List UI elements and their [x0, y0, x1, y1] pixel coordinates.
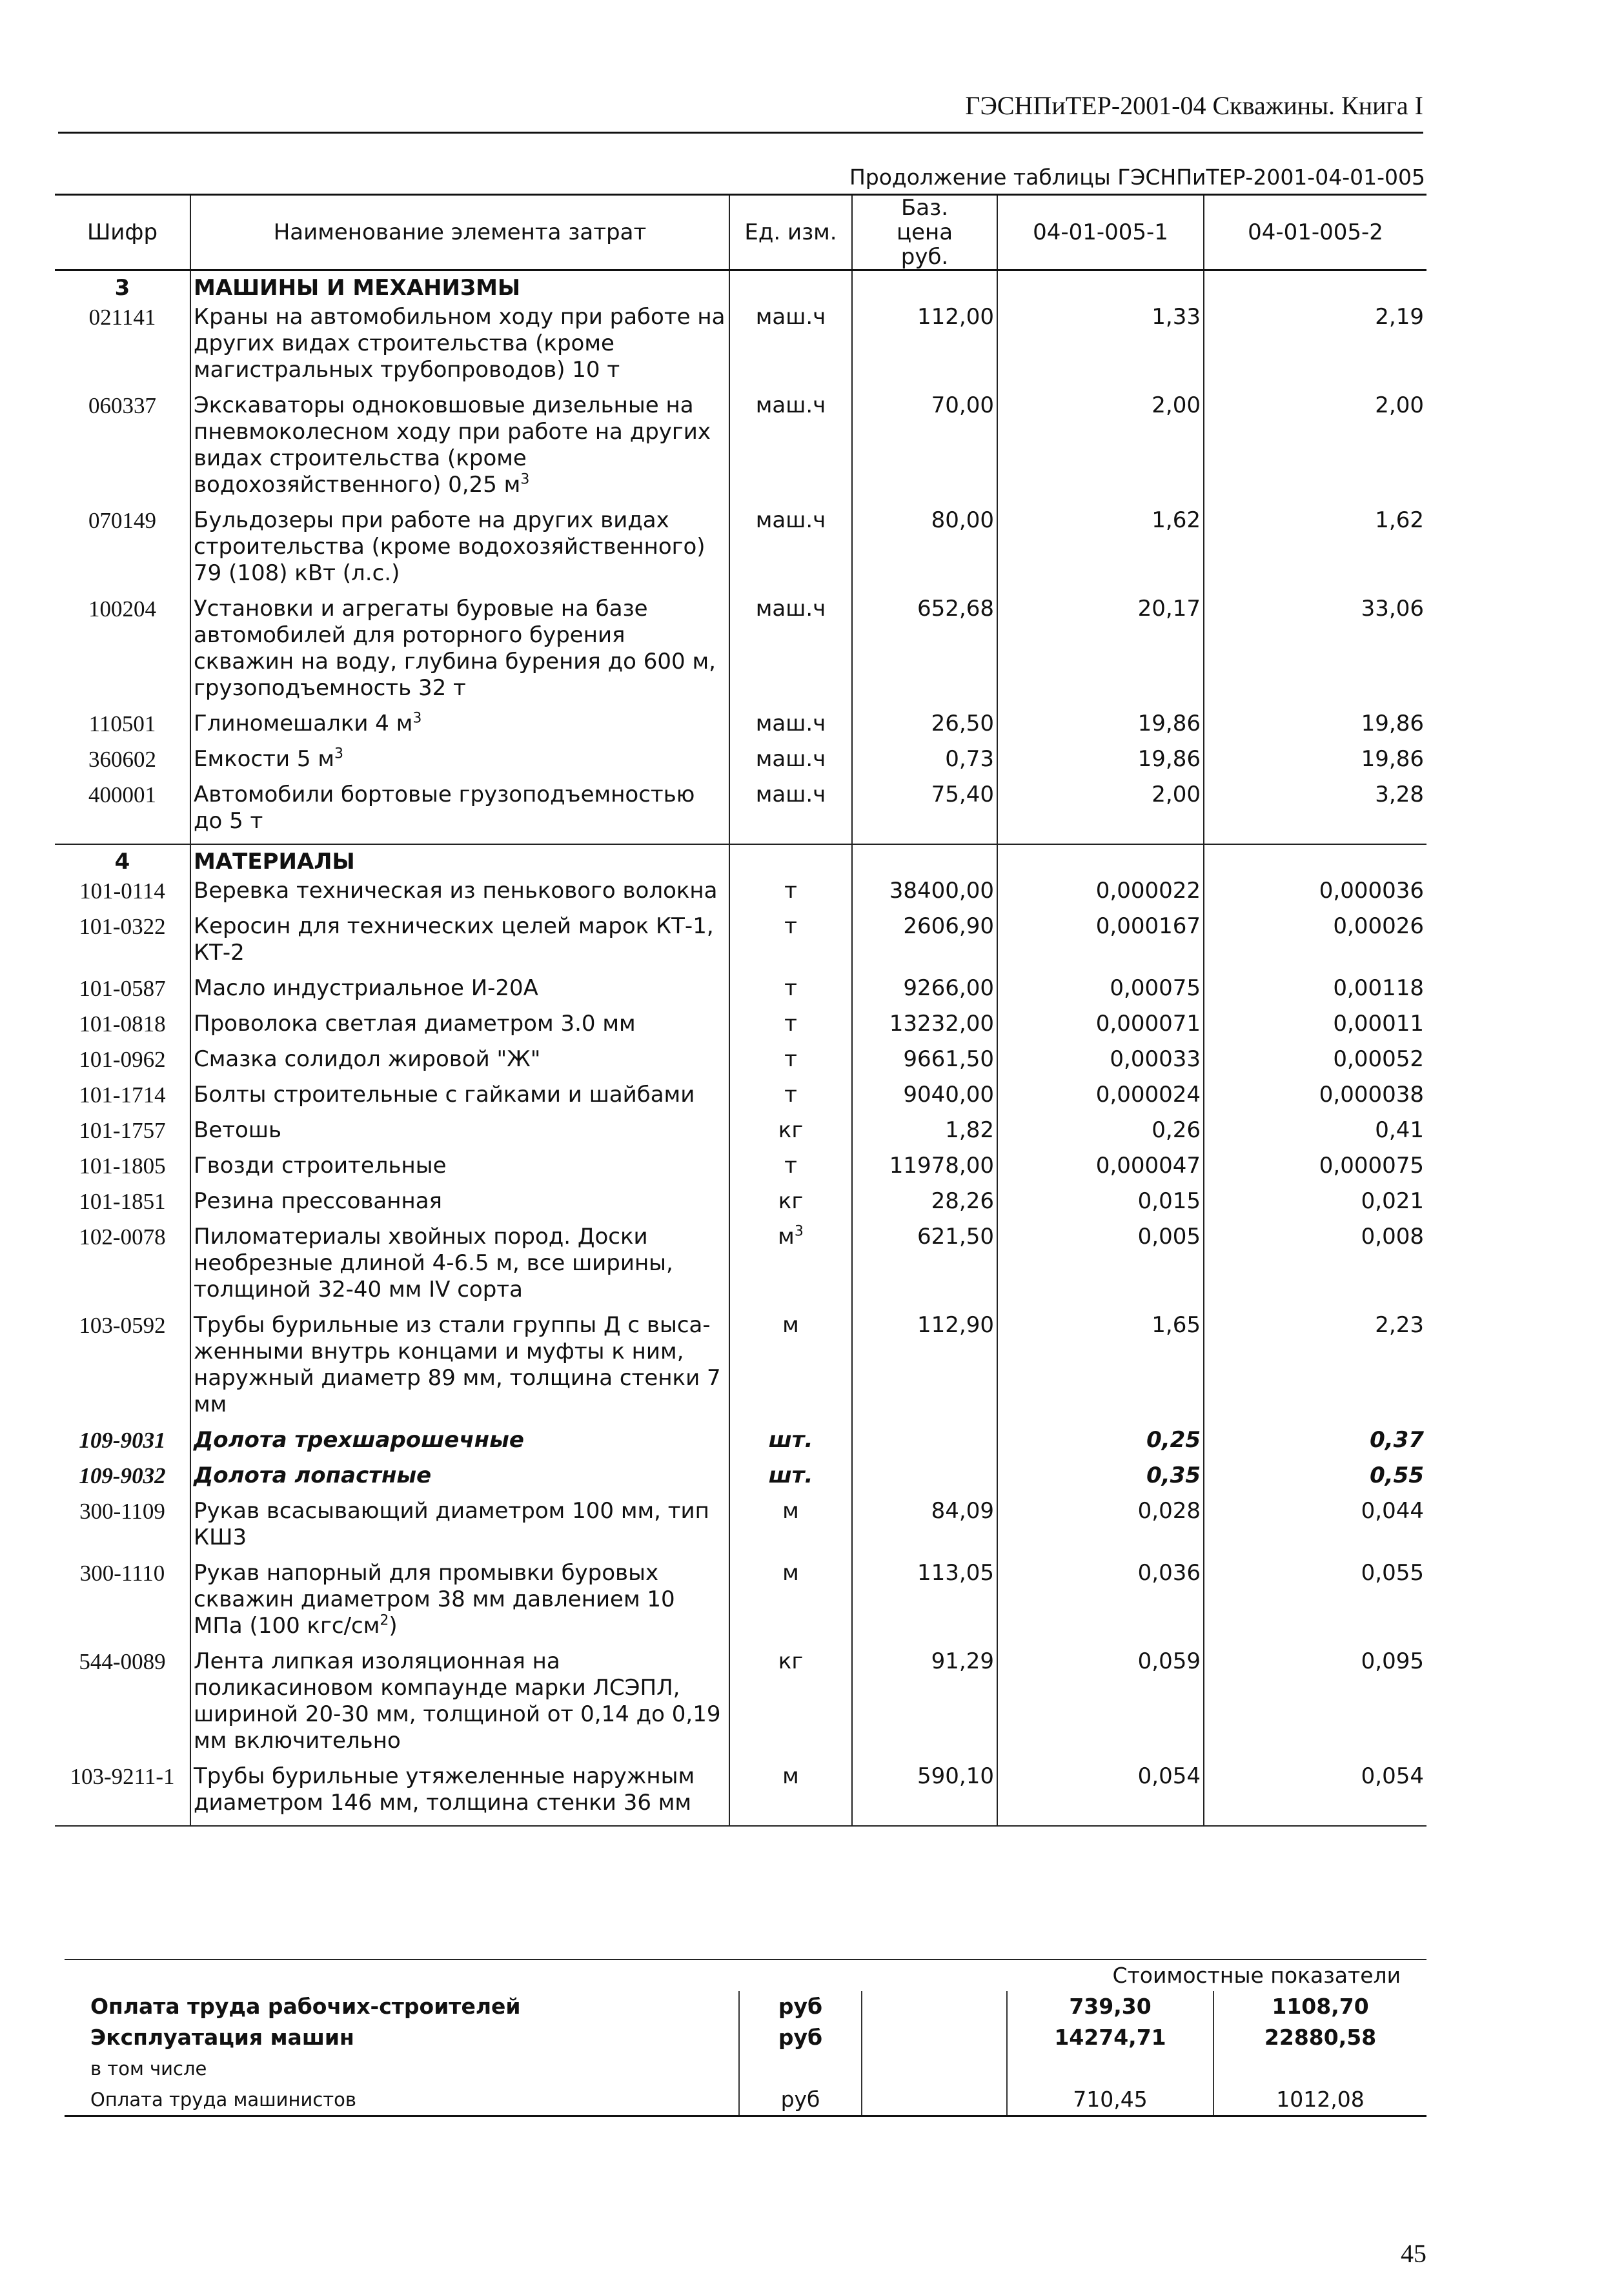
- cell-variant-1: 0,000024: [997, 1082, 1204, 1117]
- cell-variant-2: 0,00052: [1204, 1046, 1426, 1082]
- totals-unit: руб: [739, 2084, 862, 2116]
- cell-unit: [729, 1117, 852, 1153]
- section-number: 4: [55, 844, 190, 878]
- cell-unit: [729, 1082, 852, 1117]
- cell-unit: [729, 1153, 852, 1188]
- cell-name-text: Рукав всасывающий диаметром 100 мм, тип КШ3: [194, 1498, 709, 1550]
- table-row: [55, 1763, 1426, 1826]
- header-title: ГЭСНПиТЕР-2001-04 Скважины. Книга I: [965, 91, 1423, 120]
- cell-name: [190, 1082, 729, 1117]
- cell-name: [190, 878, 729, 913]
- cell-variant-2: 2,19: [1204, 304, 1426, 392]
- cell-unit-text: т: [784, 975, 797, 1001]
- cell-variant-2: 19,86: [1204, 711, 1426, 746]
- cell-unit-text: т: [784, 913, 797, 939]
- cell-variant-1: 19,86: [997, 711, 1204, 746]
- cell-price: 2606,90: [852, 913, 997, 975]
- empty-cell: [729, 270, 852, 305]
- cell-name-text: Трубы бурильные утяжеленные наружным диаметром 146 мм, толщина стенки 36 мм: [194, 1763, 695, 1816]
- cell-name-text: Экскаваторы одноковшовые дизельные на пневмоколесном ходу при работе на других видах строительства (кроме водохозяйственного) 0,25 м: [194, 392, 711, 498]
- table-row: [55, 596, 1426, 711]
- cell-unit-text: м: [782, 1560, 799, 1586]
- cell-variant-1: 0,25: [997, 1427, 1204, 1463]
- cell-unit-text: м: [782, 1312, 799, 1338]
- cell-name-text: Керосин для технических целей марок КТ-1, КТ-2: [194, 913, 714, 966]
- cell-variant-1: 1,62: [997, 507, 1204, 596]
- table-row: [55, 1188, 1426, 1224]
- cell-variant-1: 0,000071: [997, 1011, 1204, 1046]
- cell-variant-2: 0,37: [1204, 1427, 1426, 1463]
- table-caption: Продолжение таблицы ГЭСНПиТЕР-2001-04-01-005: [849, 165, 1425, 190]
- cell-unit-text: маш.ч: [755, 507, 826, 533]
- cell-unit-text: м: [782, 1763, 799, 1789]
- cell-unit: [729, 975, 852, 1011]
- cell-variant-2: 2,23: [1204, 1312, 1426, 1427]
- cell-name-text: Резина прессованная: [194, 1188, 443, 1214]
- cell-variant-2: 2,00: [1204, 392, 1426, 507]
- cell-price: 652,68: [852, 596, 997, 711]
- cell-variant-1: 2,00: [997, 782, 1204, 844]
- cell-price: 13232,00: [852, 1011, 997, 1046]
- cell-variant-1: 0,059: [997, 1648, 1204, 1763]
- totals-row: [65, 1991, 1426, 2022]
- cell-name: [190, 1011, 729, 1046]
- cell-name-text: Проволока светлая диаметром 3.0 мм: [194, 1011, 636, 1037]
- col-header-code: Шифр: [55, 195, 190, 270]
- cell-name: [190, 913, 729, 975]
- cell-variant-2: 0,00011: [1204, 1011, 1426, 1046]
- table-row: [55, 1560, 1426, 1648]
- empty-cell: [729, 844, 852, 878]
- table-row: [55, 392, 1426, 507]
- table-body: [55, 270, 1426, 1827]
- cell-name: [190, 1117, 729, 1153]
- cell-variant-1: 0,015: [997, 1188, 1204, 1224]
- cell-code: 021141: [55, 304, 190, 392]
- cell-name: [190, 975, 729, 1011]
- totals-variant-2: 1012,08: [1213, 2084, 1426, 2116]
- cell-variant-2: 0,044: [1204, 1498, 1426, 1560]
- cell-unit: [729, 878, 852, 913]
- cell-price: 1,82: [852, 1117, 997, 1153]
- totals-variant-2: [1213, 2053, 1426, 2084]
- cell-name-text: Ветошь: [194, 1117, 281, 1143]
- totals-variant-1: [1007, 2053, 1213, 2084]
- totals-heading: Стоимостные показатели: [1112, 1963, 1401, 1988]
- cell-variant-1: 20,17: [997, 596, 1204, 711]
- cell-price: 26,50: [852, 711, 997, 746]
- cell-unit-text: кг: [778, 1117, 804, 1143]
- totals-row: [65, 2053, 1426, 2084]
- cell-variant-2: 0,008: [1204, 1224, 1426, 1312]
- cell-name-text: Веревка техническая из пенькового волокна: [194, 878, 718, 904]
- cell-name-text: Пиломатериалы хвойных пород. Доски необрезные длиной 4-6.5 м, все ширины, толщиной 32-40 мм IV сорта: [194, 1224, 673, 1302]
- section-title: МАТЕРИАЛЫ: [190, 844, 729, 878]
- cell-unit: [729, 1427, 852, 1463]
- cell-price: 80,00: [852, 507, 997, 596]
- table-row: [55, 304, 1426, 392]
- cell-name-text: Долота лопастные: [194, 1463, 432, 1488]
- totals-price: [862, 2053, 1007, 2084]
- cell-name: [190, 1312, 729, 1427]
- cell-code: 101-0818: [55, 1011, 190, 1046]
- cell-price: 9661,50: [852, 1046, 997, 1082]
- empty-cell: [852, 270, 997, 305]
- cell-unit: [729, 711, 852, 746]
- cell-name: [190, 782, 729, 844]
- cell-unit: [729, 1560, 852, 1648]
- superscript: 3: [334, 745, 343, 762]
- cell-unit: [729, 507, 852, 596]
- cell-price: 75,40: [852, 782, 997, 844]
- cell-code: 544-0089: [55, 1648, 190, 1763]
- col-header-unit: Ед. изм.: [729, 195, 852, 270]
- cell-unit: [729, 1312, 852, 1427]
- cell-name-text: Бульдозеры при работе на других видах строительства (кроме водохозяйственного) 79 (108) кВт (л.с.): [194, 507, 705, 586]
- cell-variant-1: 1,65: [997, 1312, 1204, 1427]
- totals-price: [862, 2084, 1007, 2116]
- cell-price: 112,90: [852, 1312, 997, 1427]
- cell-unit-text: шт.: [768, 1463, 813, 1488]
- cell-unit: [729, 1224, 852, 1312]
- cell-variant-1: 0,26: [997, 1117, 1204, 1153]
- cost-totals: [65, 1959, 1426, 2117]
- cell-unit: [729, 392, 852, 507]
- cell-price: 11978,00: [852, 1153, 997, 1188]
- cell-code: 300-1110: [55, 1560, 190, 1648]
- cell-code: 360602: [55, 746, 190, 782]
- cell-name-text: Смазка солидол жировой "Ж": [194, 1046, 541, 1072]
- col-header-variant-1: 04-01-005-1: [997, 195, 1204, 270]
- cell-variant-1: 2,00: [997, 392, 1204, 507]
- empty-cell: [997, 270, 1204, 305]
- cell-unit-text: т: [784, 1011, 797, 1037]
- cell-variant-1: 19,86: [997, 746, 1204, 782]
- table-row: [55, 1011, 1426, 1046]
- cell-name-text: Краны на автомобильном ходу при работе на других видах строительства (кроме магистральных трубопроводов) 10 т: [194, 304, 726, 383]
- table-row: [55, 913, 1426, 975]
- cell-name: [190, 746, 729, 782]
- cell-variant-2: 0,021: [1204, 1188, 1426, 1224]
- empty-cell: [1204, 844, 1426, 878]
- cell-variant-2: 0,055: [1204, 1560, 1426, 1648]
- superscript: 3: [794, 1223, 804, 1240]
- table-row: [55, 1648, 1426, 1763]
- table-row: [55, 1312, 1426, 1427]
- empty-cell: [852, 844, 997, 878]
- superscript: 3: [412, 710, 422, 727]
- table-row: [55, 1498, 1426, 1560]
- resource-table: [55, 194, 1426, 1827]
- cell-price: 112,00: [852, 304, 997, 392]
- cell-price: 38400,00: [852, 878, 997, 913]
- cell-price: 9266,00: [852, 975, 997, 1011]
- cell-name: [190, 1763, 729, 1826]
- cell-unit-text: маш.ч: [755, 782, 826, 807]
- cell-unit-text: шт.: [768, 1427, 813, 1453]
- cell-unit: [729, 1011, 852, 1046]
- cell-name-text: Гвозди строительные: [194, 1153, 447, 1179]
- cell-unit-text: т: [784, 1046, 797, 1072]
- cell-name: [190, 304, 729, 392]
- cell-variant-2: 0,00118: [1204, 975, 1426, 1011]
- cell-variant-1: 0,005: [997, 1224, 1204, 1312]
- cell-unit-text: т: [784, 1082, 797, 1108]
- cell-price: 28,26: [852, 1188, 997, 1224]
- totals-row: [65, 2084, 1426, 2116]
- cell-code: 103-9211-1: [55, 1763, 190, 1826]
- cell-code: 102-0078: [55, 1224, 190, 1312]
- table-row: [55, 878, 1426, 913]
- cell-name: [190, 1498, 729, 1560]
- table-row: [55, 1463, 1426, 1498]
- table-row: [55, 1082, 1426, 1117]
- cell-code: 060337: [55, 392, 190, 507]
- cell-unit: [729, 1763, 852, 1826]
- cell-name: [190, 1188, 729, 1224]
- cell-name-text: Автомобили бортовые грузоподъемностью до 5 т: [194, 782, 695, 834]
- cell-unit-text: м: [778, 1224, 795, 1250]
- cell-code: 070149: [55, 507, 190, 596]
- cell-price: 590,10: [852, 1763, 997, 1826]
- cell-variant-1: 0,00075: [997, 975, 1204, 1011]
- cell-code: 101-0114: [55, 878, 190, 913]
- cell-price: 0,73: [852, 746, 997, 782]
- cell-name: [190, 507, 729, 596]
- table-row: [55, 711, 1426, 746]
- table-row: [55, 1427, 1426, 1463]
- cell-unit: [729, 1046, 852, 1082]
- cell-unit-text: маш.ч: [755, 711, 826, 736]
- cell-price: 621,50: [852, 1224, 997, 1312]
- cell-name-text: Глиномешалки 4 м: [194, 711, 413, 736]
- totals-label: Оплата труда рабочих-строителей: [90, 1994, 521, 2019]
- cell-name-text: Болты строительные с гайками и шайбами: [194, 1082, 695, 1108]
- section-number: 3: [55, 270, 190, 305]
- cell-unit-text: кг: [778, 1648, 804, 1674]
- totals-variant-2: 22880,58: [1213, 2022, 1426, 2053]
- cell-price: 70,00: [852, 392, 997, 507]
- cell-name: [190, 1648, 729, 1763]
- cell-code: 103-0592: [55, 1312, 190, 1427]
- cell-variant-1: 0,054: [997, 1763, 1204, 1826]
- cell-name: [190, 1427, 729, 1463]
- cell-price: 9040,00: [852, 1082, 997, 1117]
- empty-cell: [997, 844, 1204, 878]
- totals-label: Оплата труда машинистов: [90, 2089, 356, 2111]
- totals-price: [862, 1991, 1007, 2022]
- col-header-variant-2: 04-01-005-2: [1204, 195, 1426, 270]
- cell-code: 400001: [55, 782, 190, 844]
- cell-unit-text: кг: [778, 1188, 804, 1214]
- col-header-price: Баз. цена руб.: [852, 195, 997, 270]
- col-header-name: Наименование элемента затрат: [190, 195, 729, 270]
- cell-unit-text: т: [784, 878, 797, 904]
- cell-name-tail: ): [389, 1613, 398, 1639]
- page-header: [58, 90, 1423, 134]
- cell-name: [190, 596, 729, 711]
- cell-code: 101-1714: [55, 1082, 190, 1117]
- cell-name: [190, 1153, 729, 1188]
- totals-unit: [739, 2053, 862, 2084]
- cell-price: 91,29: [852, 1648, 997, 1763]
- cell-code: 101-1851: [55, 1188, 190, 1224]
- cell-code: 101-0587: [55, 975, 190, 1011]
- totals-body: [65, 1991, 1426, 2116]
- cell-name: [190, 711, 729, 746]
- page-number: 45: [1401, 2239, 1426, 2268]
- totals-price: [862, 2022, 1007, 2053]
- cell-unit-text: маш.ч: [755, 746, 826, 772]
- cell-code: 110501: [55, 711, 190, 746]
- cell-code: 101-1757: [55, 1117, 190, 1153]
- cell-name-text: Установки и агрегаты буровые на базе автомобилей для роторного бурения скважин на воду, глубина бурения до 600 м, грузоподъемность 32 т: [194, 596, 716, 701]
- cell-variant-1: 0,028: [997, 1498, 1204, 1560]
- cell-price: 84,09: [852, 1498, 997, 1560]
- totals-variant-1: 710,45: [1007, 2084, 1213, 2116]
- superscript: 2: [380, 1612, 389, 1629]
- superscript: 3: [520, 471, 530, 488]
- cell-unit: [729, 1498, 852, 1560]
- cell-variant-1: 0,036: [997, 1560, 1204, 1648]
- cell-name-text: Емкости 5 м: [194, 746, 334, 772]
- cell-variant-2: 0,000036: [1204, 878, 1426, 913]
- cell-unit: [729, 1463, 852, 1498]
- table-row: [55, 782, 1426, 844]
- cell-variant-2: 19,86: [1204, 746, 1426, 782]
- table-row: [55, 1224, 1426, 1312]
- cell-variant-1: 1,33: [997, 304, 1204, 392]
- cell-variant-2: 1,62: [1204, 507, 1426, 596]
- totals-variant-2: 1108,70: [1213, 1991, 1426, 2022]
- cell-variant-1: 0,000047: [997, 1153, 1204, 1188]
- totals-unit: руб: [739, 2022, 862, 2053]
- cell-unit-text: м: [782, 1498, 799, 1524]
- table-row: [55, 746, 1426, 782]
- cell-name: [190, 1224, 729, 1312]
- cell-unit-text: маш.ч: [755, 392, 826, 418]
- table-row: [55, 975, 1426, 1011]
- table-row: [55, 507, 1426, 596]
- table-row: [55, 1117, 1426, 1153]
- cell-code: 101-0322: [55, 913, 190, 975]
- cell-variant-1: 0,35: [997, 1463, 1204, 1498]
- table-row: [55, 1046, 1426, 1082]
- cell-variant-2: 0,054: [1204, 1763, 1426, 1826]
- cell-code: 109-9031: [55, 1427, 190, 1463]
- cell-price: 113,05: [852, 1560, 997, 1648]
- cell-variant-2: 0,00026: [1204, 913, 1426, 975]
- cell-unit: [729, 913, 852, 975]
- totals-label: в том числе: [90, 2058, 207, 2080]
- cell-variant-2: 3,28: [1204, 782, 1426, 844]
- cell-name-text: Долота трехшарошечные: [194, 1427, 524, 1453]
- cell-variant-2: 0,55: [1204, 1463, 1426, 1498]
- cell-variant-2: 0,095: [1204, 1648, 1426, 1763]
- totals-heading-row: [65, 1960, 1426, 1991]
- cell-variant-1: 0,000167: [997, 913, 1204, 975]
- cell-unit: [729, 782, 852, 844]
- cell-code: 101-1805: [55, 1153, 190, 1188]
- cell-name-text: Масло индустриальное И-20А: [194, 975, 538, 1001]
- cell-code: 300-1109: [55, 1498, 190, 1560]
- cell-code: 100204: [55, 596, 190, 711]
- cell-name: [190, 392, 729, 507]
- cell-name: [190, 1463, 729, 1498]
- totals-variant-1: 739,30: [1007, 1991, 1213, 2022]
- cell-code: 109-9032: [55, 1463, 190, 1498]
- table-header-row: [55, 195, 1426, 270]
- cell-unit: [729, 1188, 852, 1224]
- section-row: [55, 270, 1426, 305]
- empty-cell: [1204, 270, 1426, 305]
- table-row: [55, 1153, 1426, 1188]
- totals-unit: руб: [739, 1991, 862, 2022]
- cell-name-text: Лента липкая изоляционная на поликасиновом компаунде марки ЛСЭПЛ, шириной 20-30 мм, толщиной от 0,14 до 0,19 мм включительно: [194, 1648, 721, 1754]
- cell-variant-1: 0,000022: [997, 878, 1204, 913]
- cell-price: [852, 1463, 997, 1498]
- cell-name: [190, 1046, 729, 1082]
- cell-variant-1: 0,00033: [997, 1046, 1204, 1082]
- cell-unit: [729, 596, 852, 711]
- cell-variant-2: 0,000075: [1204, 1153, 1426, 1188]
- totals-label: Эксплуатация машин: [90, 2025, 354, 2050]
- cell-unit: [729, 304, 852, 392]
- cell-unit-text: т: [784, 1153, 797, 1179]
- cell-variant-2: 0,41: [1204, 1117, 1426, 1153]
- cell-name: [190, 1560, 729, 1648]
- totals-row: [65, 2022, 1426, 2053]
- cell-variant-2: 33,06: [1204, 596, 1426, 711]
- section-title: МАШИНЫ И МЕХАНИЗМЫ: [190, 270, 729, 305]
- cell-name-text: Рукав напорный для промывки буровых скважин диаметром 38 мм давлением 10 МПа (100 кгс/см: [194, 1560, 675, 1639]
- cell-variant-2: 0,000038: [1204, 1082, 1426, 1117]
- cell-unit-text: маш.ч: [755, 596, 826, 622]
- cell-unit: [729, 746, 852, 782]
- cell-unit-text: маш.ч: [755, 304, 826, 330]
- cell-code: 101-0962: [55, 1046, 190, 1082]
- cell-price: [852, 1427, 997, 1463]
- cell-unit: [729, 1648, 852, 1763]
- totals-variant-1: 14274,71: [1007, 2022, 1213, 2053]
- section-row: [55, 844, 1426, 878]
- cell-name-text: Трубы бурильные из стали группы Д с выса-женными внутрь концами и муфты к ним, наружный диаметр 89 мм, толщина стенки 7 мм: [194, 1312, 721, 1417]
